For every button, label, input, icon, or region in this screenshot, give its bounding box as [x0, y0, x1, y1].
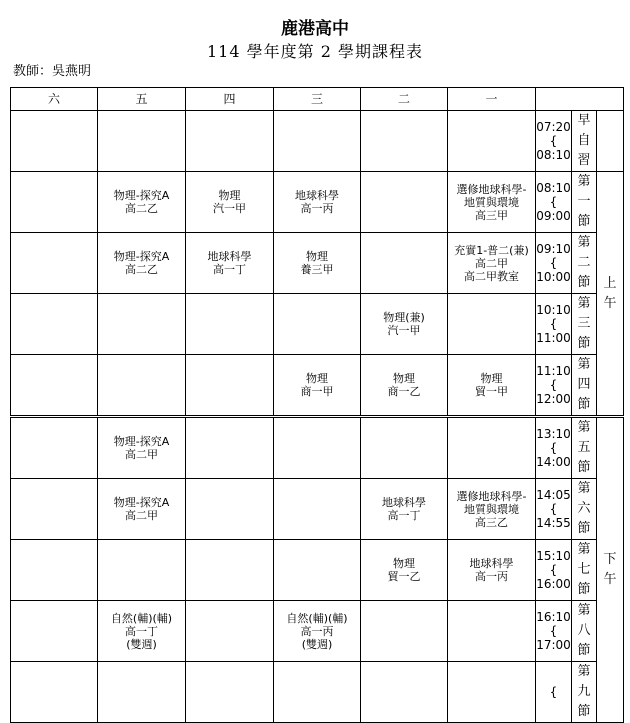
class-cell-line: 高一丁	[125, 624, 158, 638]
class-cell-thu	[186, 355, 274, 417]
class-cell-line: (雙週)	[126, 637, 157, 651]
class-cell-line: 高二甲	[125, 448, 158, 461]
period-name: 第 五 節	[572, 417, 597, 479]
class-cell-line: 高一丙	[300, 202, 334, 215]
class-cell-wed	[274, 417, 361, 479]
class-cell-sat	[11, 417, 98, 479]
time-tilde: {	[549, 502, 558, 516]
class-cell-line: 地質與環境	[464, 195, 519, 209]
period-row	[11, 417, 624, 479]
class-cell-mon	[448, 417, 536, 479]
class-cell-line: 高一丙	[475, 570, 508, 583]
class-cell-line: 貿一乙	[387, 570, 421, 583]
class-cell-fri	[98, 172, 186, 233]
class-cell-fri	[98, 601, 186, 662]
class-cell-tue	[361, 111, 448, 172]
timetable	[10, 87, 624, 723]
afternoon-label: 下 午	[597, 417, 624, 723]
time-start: 09:10	[536, 242, 571, 256]
class-cell-line: 物理	[480, 372, 503, 385]
time-end: 17:00	[536, 638, 571, 652]
class-cell-wed	[274, 111, 361, 172]
time-end: 14:00	[536, 455, 571, 469]
time-tilde: {	[549, 685, 558, 699]
class-cell-sat	[11, 662, 98, 723]
class-cell-tue	[361, 479, 448, 540]
class-cell-line: 汽一甲	[387, 324, 421, 337]
timetable-title: 114 學年度第 2 學期課程表	[207, 42, 423, 61]
period-name: 第 四 節	[572, 355, 597, 417]
time-tilde: {	[549, 624, 558, 638]
period-time	[536, 417, 572, 479]
class-cell-wed	[274, 294, 361, 355]
class-cell-mon	[448, 540, 536, 601]
period-row	[11, 479, 624, 540]
period-row	[11, 662, 624, 723]
period-time	[536, 355, 572, 417]
class-cell-thu	[186, 294, 274, 355]
time-end: 16:00	[536, 577, 571, 591]
day-header-tue: 二	[361, 88, 448, 111]
class-cell-mon	[448, 479, 536, 540]
class-cell-sat	[11, 233, 98, 294]
class-cell-line: 物理-探究A	[113, 435, 170, 448]
period-name: 第 三 節	[572, 294, 597, 355]
page-footer	[0, 716, 630, 723]
class-cell-mon	[448, 355, 536, 417]
class-cell-mon	[448, 172, 536, 233]
time-start: 14:05	[536, 488, 571, 502]
time-start: 11:10	[536, 364, 571, 378]
class-cell-line: 地球科學	[295, 189, 339, 202]
day-header-sat: 六	[11, 88, 98, 111]
class-cell-thu	[186, 479, 274, 540]
class-cell-mon	[448, 662, 536, 723]
class-cell-tue	[361, 172, 448, 233]
class-cell-tue	[361, 355, 448, 417]
period-time	[536, 601, 572, 662]
period-time	[536, 294, 572, 355]
class-cell-line: 物理	[393, 372, 415, 385]
class-cell-wed	[274, 601, 361, 662]
morning-label: 上 午	[597, 172, 624, 417]
class-cell-fri	[98, 294, 186, 355]
class-cell-line: 充實1-普二(兼)	[454, 243, 529, 257]
period-name: 第 二 節	[572, 233, 597, 294]
time-tilde: {	[549, 317, 558, 331]
period-time	[536, 233, 572, 294]
period-name: 第 九 節	[572, 662, 597, 723]
time-start: 15:10	[536, 549, 571, 563]
class-cell-line: 商一甲	[300, 385, 334, 398]
class-cell-sat	[11, 294, 98, 355]
class-cell-sat	[11, 111, 98, 172]
class-cell-line: 商一乙	[387, 385, 421, 398]
class-cell-line: 自然(輔)(輔)	[110, 611, 173, 625]
class-cell-sat	[11, 479, 98, 540]
class-cell-line: 地球科學	[469, 557, 514, 570]
half-empty	[597, 111, 624, 172]
time-tilde: {	[549, 441, 558, 455]
period-row	[11, 601, 624, 662]
class-cell-fri	[98, 540, 186, 601]
class-cell-line: 物理(兼)	[383, 311, 425, 324]
class-cell-thu	[186, 601, 274, 662]
period-name: 早 自 習	[572, 111, 597, 172]
time-end: 10:00	[536, 270, 571, 284]
period-time	[536, 172, 572, 233]
class-cell-line: (雙週)	[301, 637, 333, 651]
class-cell-line: 高二甲	[475, 256, 508, 270]
time-end: 08:10	[536, 148, 571, 162]
day-header-wed: 三	[274, 88, 361, 111]
class-cell-wed	[274, 662, 361, 723]
period-row	[11, 294, 624, 355]
class-cell-line: 選修地球科學-	[456, 182, 527, 196]
class-cell-fri	[98, 233, 186, 294]
class-cell-tue	[361, 601, 448, 662]
class-cell-line: 高二甲	[125, 509, 158, 522]
class-cell-line: 地質與環境	[464, 502, 519, 516]
class-cell-fri	[98, 479, 186, 540]
class-cell-wed	[274, 540, 361, 601]
period-name: 第 七 節	[572, 540, 597, 601]
class-cell-line: 高二甲教室	[464, 269, 519, 283]
class-cell-line: 高一丁	[387, 509, 421, 522]
period-row	[11, 233, 624, 294]
class-cell-tue	[361, 662, 448, 723]
class-cell-fri	[98, 111, 186, 172]
class-cell-mon	[448, 294, 536, 355]
time-start: 07:20	[536, 120, 571, 134]
class-cell-mon	[448, 601, 536, 662]
class-cell-line: 高三甲	[475, 208, 508, 222]
class-cell-line: 物理-探究A	[113, 496, 170, 509]
period-row	[11, 355, 624, 417]
teacher-name: 教師：吳燕明	[13, 64, 92, 79]
class-cell-fri	[98, 417, 186, 479]
time-tilde: {	[549, 134, 558, 148]
time-start: 10:10	[536, 303, 571, 317]
day-header-mon: 一	[448, 88, 536, 111]
class-cell-tue	[361, 294, 448, 355]
period-name: 第 一 節	[572, 172, 597, 233]
class-cell-line: 物理	[306, 372, 328, 385]
class-cell-fri	[98, 662, 186, 723]
period-time	[536, 479, 572, 540]
class-cell-line: 物理	[306, 250, 328, 263]
time-tilde: {	[549, 195, 558, 209]
time-end: 09:00	[536, 209, 571, 223]
class-cell-line: 高一丁	[213, 263, 246, 276]
period-row	[11, 172, 624, 233]
class-cell-line: 高二乙	[125, 263, 158, 276]
class-cell-thu	[186, 111, 274, 172]
class-cell-line: 養三甲	[300, 263, 334, 276]
time-tilde: {	[549, 563, 558, 577]
class-cell-thu	[186, 662, 274, 723]
period-row	[11, 111, 624, 172]
class-cell-line: 地球科學	[207, 250, 252, 263]
period-name: 第 八 節	[572, 601, 597, 662]
period-time	[536, 540, 572, 601]
day-header-fri: 五	[98, 88, 186, 111]
corner-header	[536, 88, 624, 111]
class-cell-line: 物理-探究A	[113, 189, 170, 202]
time-end: 11:00	[536, 331, 571, 345]
time-tilde: {	[549, 256, 558, 270]
period-row	[11, 540, 624, 601]
time-start: 08:10	[536, 181, 571, 195]
class-cell-line: 地球科學	[382, 496, 426, 509]
class-cell-line: 物理	[393, 557, 415, 570]
class-cell-sat	[11, 355, 98, 417]
class-cell-thu	[186, 540, 274, 601]
class-cell-wed	[274, 172, 361, 233]
class-cell-line: 貿一甲	[475, 385, 508, 398]
class-cell-sat	[11, 540, 98, 601]
class-cell-line: 物理	[218, 189, 241, 202]
class-cell-line: 高二乙	[125, 202, 158, 215]
time-tilde: {	[549, 378, 558, 392]
class-cell-wed	[274, 233, 361, 294]
class-cell-tue	[361, 233, 448, 294]
time-start: 13:10	[536, 427, 571, 441]
class-cell-line: 汽一甲	[213, 202, 246, 215]
class-cell-fri	[98, 355, 186, 417]
day-header-row	[11, 88, 624, 111]
class-cell-mon	[448, 111, 536, 172]
period-time	[536, 111, 572, 172]
class-cell-wed	[274, 479, 361, 540]
time-start: 16:10	[536, 610, 571, 624]
class-cell-wed	[274, 355, 361, 417]
class-cell-mon	[448, 233, 536, 294]
class-cell-line: 選修地球科學-	[456, 489, 527, 503]
class-cell-thu	[186, 417, 274, 479]
class-cell-thu	[186, 172, 274, 233]
class-cell-tue	[361, 540, 448, 601]
day-header-thu: 四	[186, 88, 274, 111]
class-cell-line: 自然(輔)(輔)	[286, 611, 348, 625]
class-cell-thu	[186, 233, 274, 294]
class-cell-line: 高一丙	[300, 624, 334, 638]
class-cell-tue	[361, 417, 448, 479]
time-end: 12:00	[536, 392, 571, 406]
school-name: 鹿港高中	[281, 19, 349, 39]
class-cell-line: 物理-探究A	[113, 250, 170, 263]
period-name: 第 六 節	[572, 479, 597, 540]
class-cell-sat	[11, 601, 98, 662]
period-time	[536, 662, 572, 723]
class-cell-sat	[11, 172, 98, 233]
class-cell-line: 高三乙	[475, 515, 508, 529]
time-end: 14:55	[536, 516, 571, 530]
